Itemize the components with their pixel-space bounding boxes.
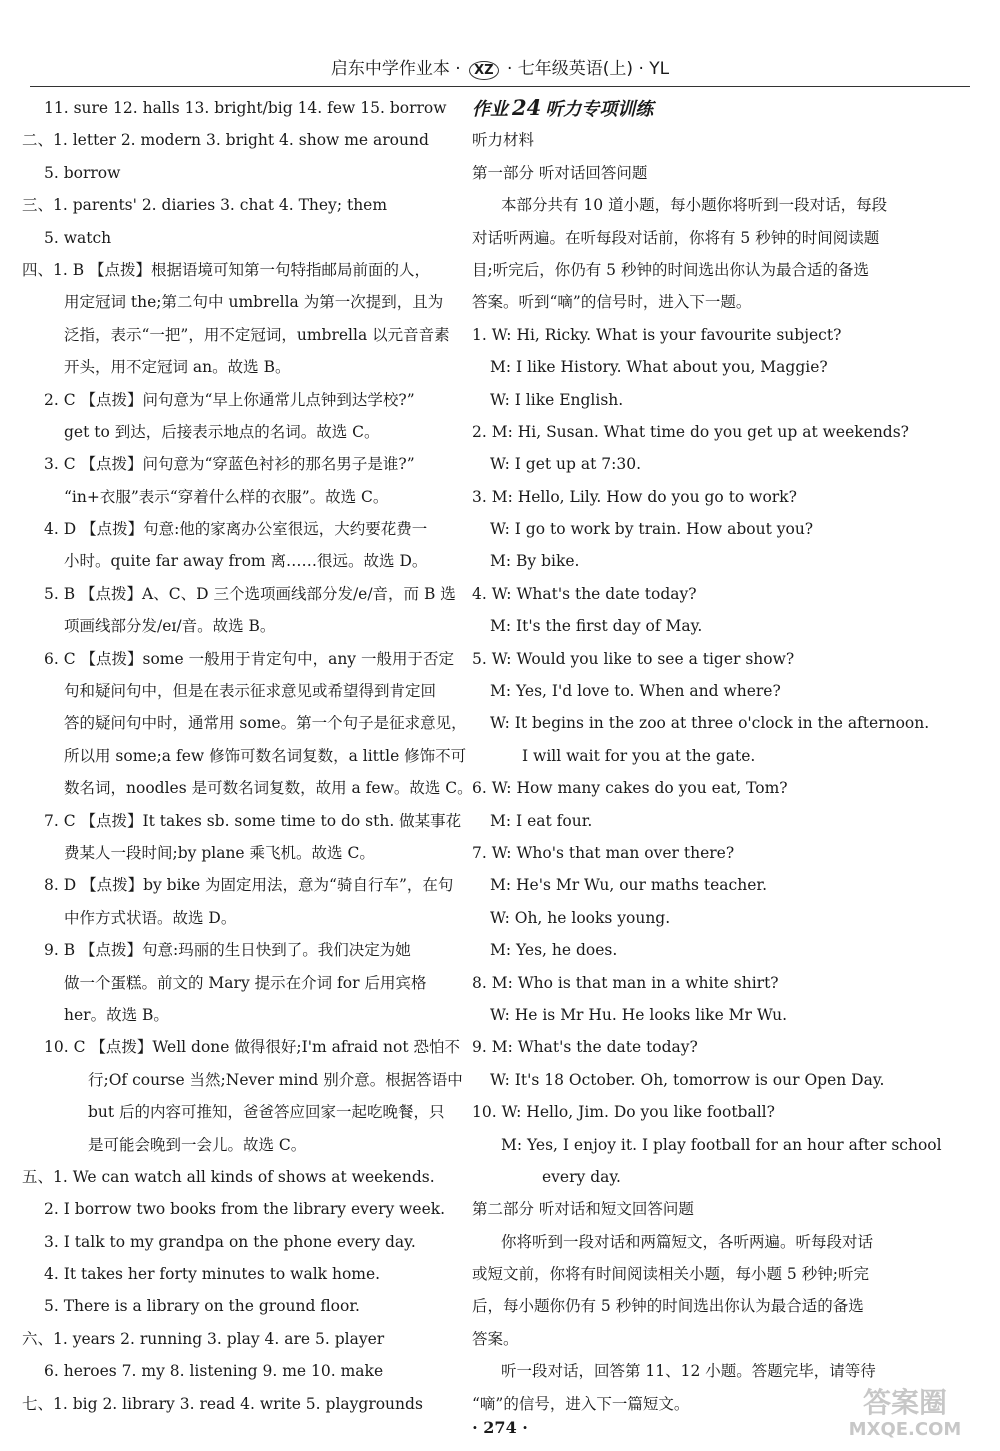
answer-line: 6. heroes 7. my 8. listening 9. me 10. make [44, 1362, 384, 1381]
homework-topic: 听力专项训练 [545, 99, 654, 120]
answer-column [22, 92, 473, 1420]
answer-line: but 后的内容可推知，爸爸答应回家一起吃晚餐，只 [88, 1103, 445, 1122]
script-line: M: By bike. [490, 552, 580, 571]
answer-line: 7. C 【点拨】It takes sb. some time to do sth. 做某事花 [44, 811, 462, 830]
script-line: 8. M: Who is that man in a white shirt? [472, 973, 779, 992]
answer-line: 答的疑问句中时，通常用 some。第一个句子是征求意见， [64, 714, 467, 733]
script-line: M: He's Mr Wu, our maths teacher. [490, 876, 767, 895]
script-line: 第二部分 听对话和短文回答问题 [472, 1200, 694, 1219]
script-line: 10. W: Hello, Jim. Do you like football? [472, 1103, 775, 1122]
script-line: 1. W: Hi, Ricky. What is your favourite subject? [472, 325, 842, 344]
answer-line: 项画线部分发/eɪ/音。故选 B。 [64, 617, 276, 636]
answer-line: 小时。quite far away from 离……很远。故选 D。 [64, 552, 428, 571]
script-line: 听一段对话，回答第 11、12 小题。答题完毕，请等待 [501, 1362, 876, 1381]
script-line: 4. W: What's the date today? [472, 584, 697, 603]
script-line: W: It begins in the zoo at three o'clock in the afternoon. [490, 714, 930, 733]
script-line: W: I get up at 7:30. [490, 455, 641, 474]
script-line: W: He is Mr Hu. He looks like Mr Wu. [490, 1005, 788, 1024]
answer-line: 做一个蛋糕。前文的 Mary 提示在介词 for 后用宾格 [64, 973, 427, 992]
answer-line: get to 到达，后接表示地点的名词。故选 C。 [64, 422, 380, 441]
answer-line: 费某人一段时间;by plane 乘飞机。故选 C。 [64, 843, 375, 862]
script-line: M: Yes, I'd love to. When and where? [490, 682, 781, 701]
answer-line: 6. C 【点拨】some 一般用于肯定句中，any 一般用于否定 [44, 649, 454, 668]
script-line: 答案。听到“嘀”的信号时，进入下一题。 [472, 293, 752, 312]
answer-line: 9. B 【点拨】句意:玛丽的生日快到了。我们决定为她 [44, 941, 411, 960]
answer-line: 3. I talk to my grandpa on the phone every day. [44, 1232, 416, 1251]
answer-line: 中作方式状语。故选 D。 [64, 908, 237, 927]
answer-line: 11. sure 12. halls 13. bright/big 14. few 15. borrow [44, 99, 447, 117]
answer-line: 六、1. years 2. running 3. play 4. are 5. player [22, 1329, 385, 1348]
script-line: M: Yes, he does. [490, 941, 618, 960]
answer-line: 二、1. letter 2. modern 3. bright 4. show me around [22, 131, 429, 150]
answer-line: 8. D 【点拨】by bike 为固定用法，意为“骑自行车”，在句 [44, 876, 454, 895]
script-line: 或短文前，你将有时间阅读相关小题，每小题 5 秒钟;听完 [472, 1265, 869, 1284]
script-line: 3. M: Hello, Lily. How do you go to work? [472, 487, 797, 506]
answer-line: 5. borrow [44, 163, 121, 182]
answer-line: 2. C 【点拨】问句意为“早上你通常儿点钟到达学校?” [44, 390, 415, 409]
answer-line: 5. There is a library on the ground floor. [44, 1297, 360, 1316]
script-line: 9. M: What's the date today? [472, 1038, 698, 1057]
homework-label: 作业 [472, 99, 508, 120]
answer-line: 所以用 some;a few 修饰可数名词复数，a little 修饰不可 [64, 746, 467, 765]
answer-line: 5. B 【点拨】A、C、D 三个选项画线部分发/e/音，而 B 选 [44, 584, 456, 603]
script-line: every day. [542, 1167, 621, 1186]
answer-line: 五、1. We can watch all kinds of shows at weekends. [22, 1167, 435, 1186]
answer-line: 4. D 【点拨】句意:他的家离办公室很远，大约要花费一 [44, 520, 428, 539]
header-subject: · 七年级英语(上) · YL [506, 59, 670, 79]
header-book-title: 启东中学作业本 · [330, 59, 461, 79]
answer-line: 10. C 【点拨】Well done 做得很好;I'm afraid not 恐怕不 [44, 1038, 461, 1057]
answer-line: 开头，用不定冠词 an。故选 B。 [64, 358, 291, 377]
answer-line: 行;Of course 当然;Never mind 别介意。根据答语中 [88, 1070, 463, 1089]
script-line: 5. W: Would you like to see a tiger show? [472, 649, 795, 668]
script-line: “嘀”的信号，进入下一篇短文。 [472, 1394, 690, 1413]
answer-line: 四、1. B 【点拨】根据语境可知第一句特指邮局前面的人， [22, 260, 431, 279]
answer-line: her。故选 B。 [64, 1005, 169, 1024]
script-line: 2. M: Hi, Susan. What time do you get up at weekends? [472, 422, 909, 441]
page-number: · 274 · [472, 1418, 528, 1437]
script-line: I will wait for you at the gate. [522, 746, 756, 765]
script-line: M: I like History. What about you, Maggie? [490, 358, 828, 377]
answer-line: 4. It takes her forty minutes to walk home. [44, 1265, 381, 1284]
answer-line: 句和疑问句中，但是在表示征求意见或希望得到肯定回 [64, 682, 437, 701]
script-line: M: Yes, I enjoy it. I play football for an hour after school [501, 1135, 942, 1154]
script-line: 答案。 [472, 1329, 519, 1348]
svg-text:答案圈: 答案圈 [862, 1386, 948, 1419]
listening-column [472, 92, 947, 1420]
svg-text:MXQE.COM: MXQE.COM [848, 1419, 962, 1440]
homework-title [472, 92, 947, 124]
script-line: W: It's 18 October. Oh, tomorrow is our Open Day. [490, 1070, 885, 1089]
script-line: 后，每小题你仍有 5 秒钟的时间选出你认为最合适的备选 [472, 1297, 864, 1316]
script-line: 目;听完后，你仍有 5 秒钟的时间选出你认为最合适的备选 [472, 260, 869, 279]
script-line: W: I go to work by train. How about you? [490, 520, 814, 539]
script-line: M: It's the first day of May. [490, 617, 703, 636]
answer-line: “in+衣服”表示“穿着什么样的衣服”。故选 C。 [64, 487, 389, 506]
script-line: 本部分共有 10 道小题，每小题你将听到一段对话，每段 [501, 196, 888, 215]
script-line: W: Oh, he looks young. [490, 908, 671, 927]
script-line: W: I like English. [490, 390, 624, 409]
answer-line: 是可能会晚到一会儿。故选 C。 [88, 1135, 307, 1154]
script-line: M: I eat four. [490, 811, 593, 830]
answer-line: 5. watch [44, 228, 112, 247]
listening-script [472, 124, 947, 1420]
script-line: 第一部分 听对话回答问题 [472, 163, 648, 182]
script-line: 听力材料 [472, 131, 535, 150]
script-line: 对话听两遍。在听每段对话前，你将有 5 秒钟的时间阅读题 [472, 228, 880, 247]
answer-line: 用定冠词 the;第二句中 umbrella 为第一次提到，且为 [64, 293, 444, 312]
script-line: 你将听到一段对话和两篇短文，各听两遍。听每段对话 [501, 1232, 874, 1251]
script-line: 6. W: How many cakes do you eat, Tom? [472, 779, 788, 798]
page-header [30, 56, 970, 87]
answer-line: 数名词，noodles 是可数名词复数，故用 a few。故选 C。 [64, 779, 473, 798]
answer-line: 三、1. parents' 2. diaries 3. chat 4. They; them [22, 196, 388, 215]
xz-badge-icon: XZ [469, 61, 498, 80]
script-line: 7. W: Who's that man over there? [472, 843, 735, 862]
answer-line: 七、1. big 2. library 3. read 4. write 5. playgrounds [22, 1394, 423, 1413]
watermark-logo-icon [830, 1380, 980, 1442]
answer-line: 泛指，表示“一把”，用不定冠词，umbrella 以元音音素 [64, 325, 450, 344]
answer-line: 3. C 【点拨】问句意为“穿蓝色衬衫的那名男子是谁?” [44, 455, 415, 474]
answer-line: 2. I borrow two books from the library every week. [44, 1200, 446, 1219]
homework-number: 24 [512, 95, 542, 120]
